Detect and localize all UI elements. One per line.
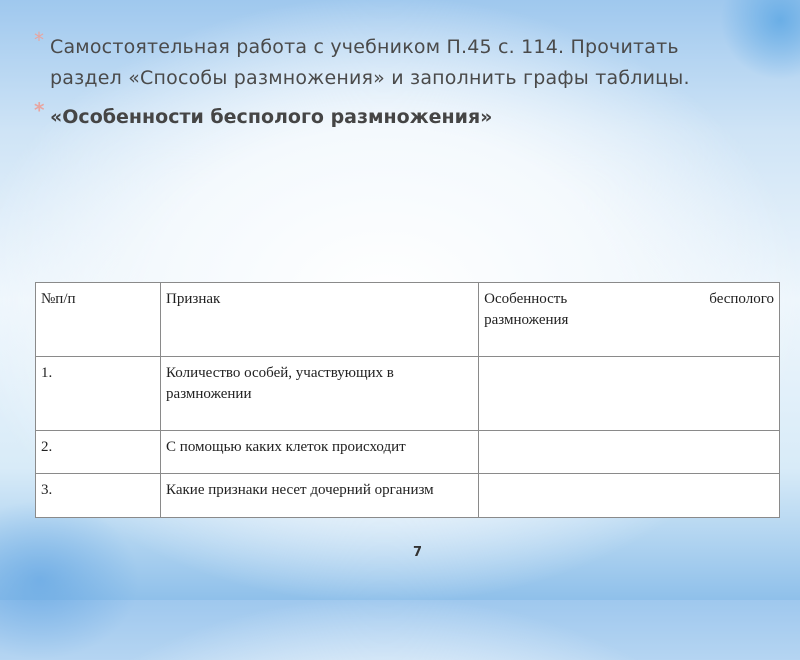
page-number: 7	[413, 545, 423, 560]
bullet-star-icon: *	[34, 98, 45, 122]
header-sign: Признак	[161, 283, 479, 357]
row-feature-cell[interactable]	[479, 474, 780, 518]
bullet-text: Самостоятельная работа с учебником П.45 с. 114. Прочитать раздел «Способы размножения» и заполнить графы таблицы.	[50, 36, 690, 89]
header-num: №п/п	[36, 283, 161, 357]
header-feature	[479, 283, 780, 357]
table-row	[36, 356, 780, 430]
row-sign: Количество особей, участвующих в размножении	[161, 356, 479, 430]
bullet-item-topic	[34, 98, 734, 132]
bullet-list	[34, 28, 734, 132]
row-sign: Какие признаки несет дочерний организм	[161, 474, 479, 518]
header-feature-word1: Особенность	[484, 291, 568, 307]
table-row	[36, 474, 780, 518]
header-feature-word3: размножения	[484, 312, 569, 328]
table-header-row	[36, 283, 780, 357]
bullet-text: «Особенности бесполого размножения»	[50, 106, 493, 128]
row-num: 1.	[36, 356, 161, 430]
row-num: 3.	[36, 474, 161, 518]
bullet-item-instructions	[34, 28, 734, 94]
row-feature-cell[interactable]	[479, 430, 780, 474]
reproduction-table	[35, 282, 780, 518]
header-feature-word2: бесполого	[709, 291, 774, 307]
table-row	[36, 430, 780, 474]
row-feature-cell[interactable]	[479, 356, 780, 430]
bullet-star-icon: *	[34, 28, 45, 52]
background-glow-bottom-left	[0, 500, 140, 660]
row-sign: С помощью каких клеток происходит	[161, 430, 479, 474]
row-num: 2.	[36, 430, 161, 474]
